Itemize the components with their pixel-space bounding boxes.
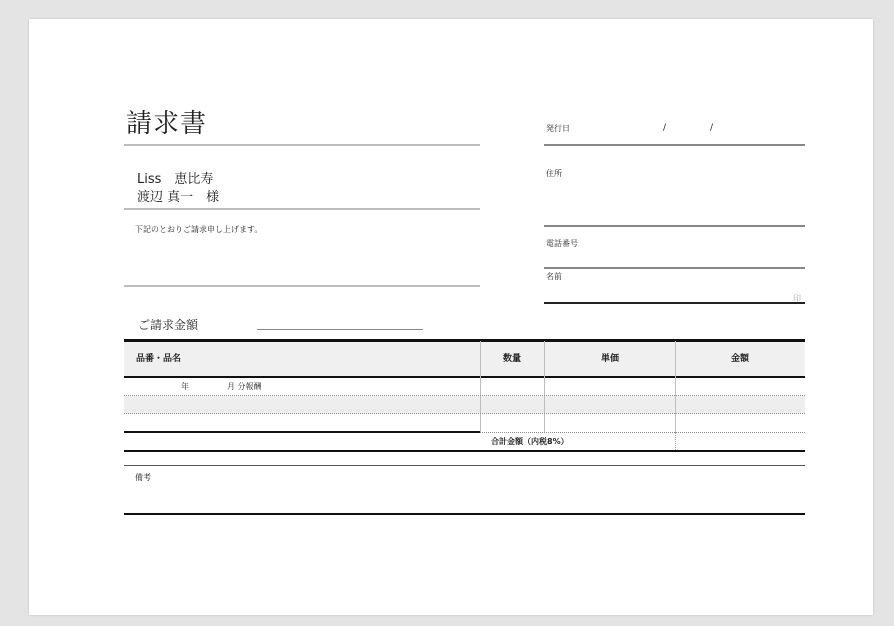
table-top-border (124, 339, 805, 342)
table-row[interactable] (124, 396, 805, 413)
recipient-company: Liss 恵比寿 (137, 172, 214, 187)
header-unit-price: 単価 (600, 354, 619, 364)
phone-label: 電話番号 (546, 239, 578, 248)
header-qty: 数量 (502, 354, 521, 364)
table-header-bottom-border (124, 376, 805, 378)
row1-year: 年 (181, 382, 189, 391)
col-divider-2 (544, 341, 545, 432)
total-label: 合計金額（内税8%） (491, 437, 569, 446)
issue-date-underline[interactable] (544, 144, 805, 146)
notes-bottom-border (124, 513, 805, 515)
table-bottom-border (124, 450, 805, 452)
issue-date-label: 発行日 (546, 124, 570, 133)
row2-bottom-border (124, 413, 805, 414)
recipient-underline (124, 208, 480, 210)
title-underline (124, 144, 480, 146)
header-item: 品番・品名 (136, 354, 182, 364)
recipient-person: 渡辺 真一 様 (137, 190, 220, 205)
header-amount: 金額 (730, 354, 749, 364)
name-label: 名前 (546, 272, 562, 281)
row1-month-label: 月 分報酬 (227, 382, 262, 391)
notes-label: 備考 (135, 473, 151, 482)
amount-field-line[interactable] (257, 329, 423, 330)
amount-label: ご請求金額 (138, 318, 199, 332)
row2-col-divider-3 (675, 396, 676, 413)
invoice-title: 請求書 (126, 109, 208, 139)
intro-text: 下記のとおりご請求申し上げます。 (135, 225, 263, 234)
seal-mark: 印 (793, 294, 801, 303)
col-divider-1 (480, 341, 481, 432)
phone-underline[interactable] (544, 267, 805, 269)
items-bottom-border (124, 431, 480, 433)
address-underline[interactable] (544, 225, 805, 227)
notes-top-border (124, 465, 805, 466)
row2-col-divider-1 (480, 396, 481, 413)
col-divider-3 (675, 341, 676, 432)
date-separator-1: / (663, 123, 667, 133)
address-label: 住所 (546, 169, 562, 178)
date-separator-2: / (710, 123, 714, 133)
total-top-border (480, 432, 805, 433)
name-underline[interactable] (544, 302, 805, 304)
intro-underline (124, 285, 480, 287)
row2-col-divider-2 (544, 396, 545, 413)
total-divider (675, 432, 676, 450)
